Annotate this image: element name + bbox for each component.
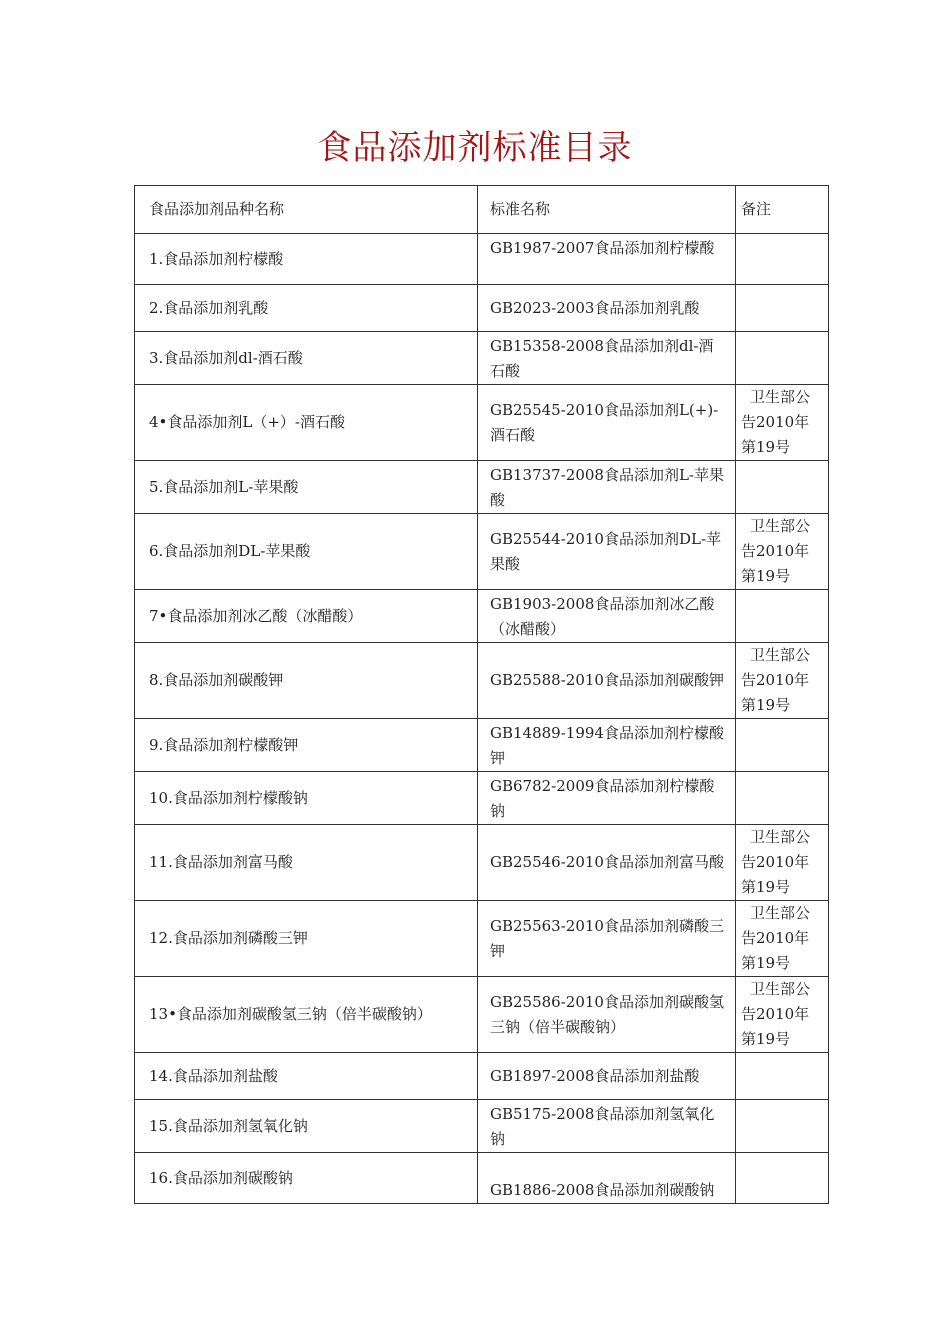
standard-name-cell: GB14889-1994食品添加剂柠檬酸钾 xyxy=(478,719,736,772)
additive-name-cell: 8.食品添加剂碳酸钾 xyxy=(135,643,478,719)
additive-name-cell: 9.食品添加剂柠檬酸钾 xyxy=(135,719,478,772)
note-cell xyxy=(736,461,829,514)
table-row xyxy=(135,643,829,719)
standard-name-cell: GB25586-2010食品添加剂碳酸氢三钠（倍半碳酸钠） xyxy=(478,977,736,1053)
standard-name-cell: GB1903-2008食品添加剂冰乙酸（冰醋酸） xyxy=(478,590,736,643)
additive-name-cell: 3.食品添加剂dl-酒石酸 xyxy=(135,332,478,385)
table-row xyxy=(135,901,829,977)
table-row xyxy=(135,1100,829,1153)
standard-name-cell: GB25588-2010食品添加剂碳酸钾 xyxy=(478,643,736,719)
note-cell xyxy=(736,385,829,461)
note-cell xyxy=(736,285,829,332)
standard-name-cell: GB1987-2007食品添加剂柠檬酸 xyxy=(478,234,736,285)
table-row xyxy=(135,1053,829,1100)
table-row xyxy=(135,332,829,385)
column-header-standard-name: 标准名称 xyxy=(478,186,736,234)
standard-name-cell: GB5175-2008食品添加剂氢氧化钠 xyxy=(478,1100,736,1153)
standard-name-cell: GB15358-2008食品添加剂dl-酒石酸 xyxy=(478,332,736,385)
additive-name-cell: 13•食品添加剂碳酸氢三钠（倍半碳酸钠） xyxy=(135,977,478,1053)
column-header-additive-name: 食品添加剂品种名称 xyxy=(135,186,478,234)
standards-table xyxy=(134,185,829,1204)
additive-name-cell: 16.食品添加剂碳酸钠 xyxy=(135,1153,478,1204)
note-text: 卫生部公告2010年第19号 xyxy=(741,828,811,896)
standard-name-cell: GB25545-2010食品添加剂L(+)-酒石酸 xyxy=(478,385,736,461)
note-cell xyxy=(736,1100,829,1153)
table-row xyxy=(135,385,829,461)
table-row xyxy=(135,772,829,825)
note-cell xyxy=(736,234,829,285)
additive-name-cell: 10.食品添加剂柠檬酸钠 xyxy=(135,772,478,825)
additive-name-cell: 5.食品添加剂L-苹果酸 xyxy=(135,461,478,514)
note-cell xyxy=(736,590,829,643)
note-text: 卫生部公告2010年第19号 xyxy=(741,980,811,1048)
additive-name-cell: 4•食品添加剂L（+）-酒石酸 xyxy=(135,385,478,461)
standard-name-cell: GB13737-2008食品添加剂L-苹果酸 xyxy=(478,461,736,514)
note-text: 卫生部公告2010年第19号 xyxy=(741,517,811,585)
note-cell xyxy=(736,977,829,1053)
table-row xyxy=(135,977,829,1053)
note-text: 卫生部公告2010年第19号 xyxy=(741,904,811,972)
note-cell xyxy=(736,825,829,901)
additive-name-cell: 7•食品添加剂冰乙酸（冰醋酸） xyxy=(135,590,478,643)
standard-name-cell: GB25546-2010食品添加剂富马酸 xyxy=(478,825,736,901)
standard-name-cell: GB25544-2010食品添加剂DL-苹果酸 xyxy=(478,514,736,590)
table-row xyxy=(135,514,829,590)
note-cell xyxy=(736,719,829,772)
additive-name-cell: 11.食品添加剂富马酸 xyxy=(135,825,478,901)
standard-name-cell: GB25563-2010食品添加剂磷酸三钾 xyxy=(478,901,736,977)
table-row xyxy=(135,719,829,772)
standard-name-cell: GB1897-2008食品添加剂盐酸 xyxy=(478,1053,736,1100)
note-cell xyxy=(736,514,829,590)
additive-name-cell: 2.食品添加剂乳酸 xyxy=(135,285,478,332)
note-cell xyxy=(736,772,829,825)
table-row xyxy=(135,590,829,643)
note-cell xyxy=(736,332,829,385)
standard-name-cell: GB2023-2003食品添加剂乳酸 xyxy=(478,285,736,332)
note-cell xyxy=(736,1053,829,1100)
column-header-note: 备注 xyxy=(736,186,829,234)
page-title: 食品添加剂标准目录 xyxy=(317,128,633,168)
table-row xyxy=(135,234,829,285)
additive-name-cell: 12.食品添加剂磷酸三钾 xyxy=(135,901,478,977)
note-cell xyxy=(736,901,829,977)
table-row xyxy=(135,461,829,514)
note-cell xyxy=(736,1153,829,1204)
standard-name-cell: GB6782-2009食品添加剂柠檬酸钠 xyxy=(478,772,736,825)
standard-name-cell: GB1886-2008食品添加剂碳酸钠 xyxy=(478,1153,736,1204)
table-row xyxy=(135,285,829,332)
note-text: 卫生部公告2010年第19号 xyxy=(741,388,811,456)
table-row xyxy=(135,825,829,901)
additive-name-cell: 15.食品添加剂氢氧化钠 xyxy=(135,1100,478,1153)
table-header-row xyxy=(135,186,829,234)
table-row xyxy=(135,1153,829,1204)
note-cell xyxy=(736,643,829,719)
additive-name-cell: 1.食品添加剂柠檬酸 xyxy=(135,234,478,285)
additive-name-cell: 14.食品添加剂盐酸 xyxy=(135,1053,478,1100)
note-text: 卫生部公告2010年第19号 xyxy=(741,646,811,714)
additive-name-cell: 6.食品添加剂DL-苹果酸 xyxy=(135,514,478,590)
